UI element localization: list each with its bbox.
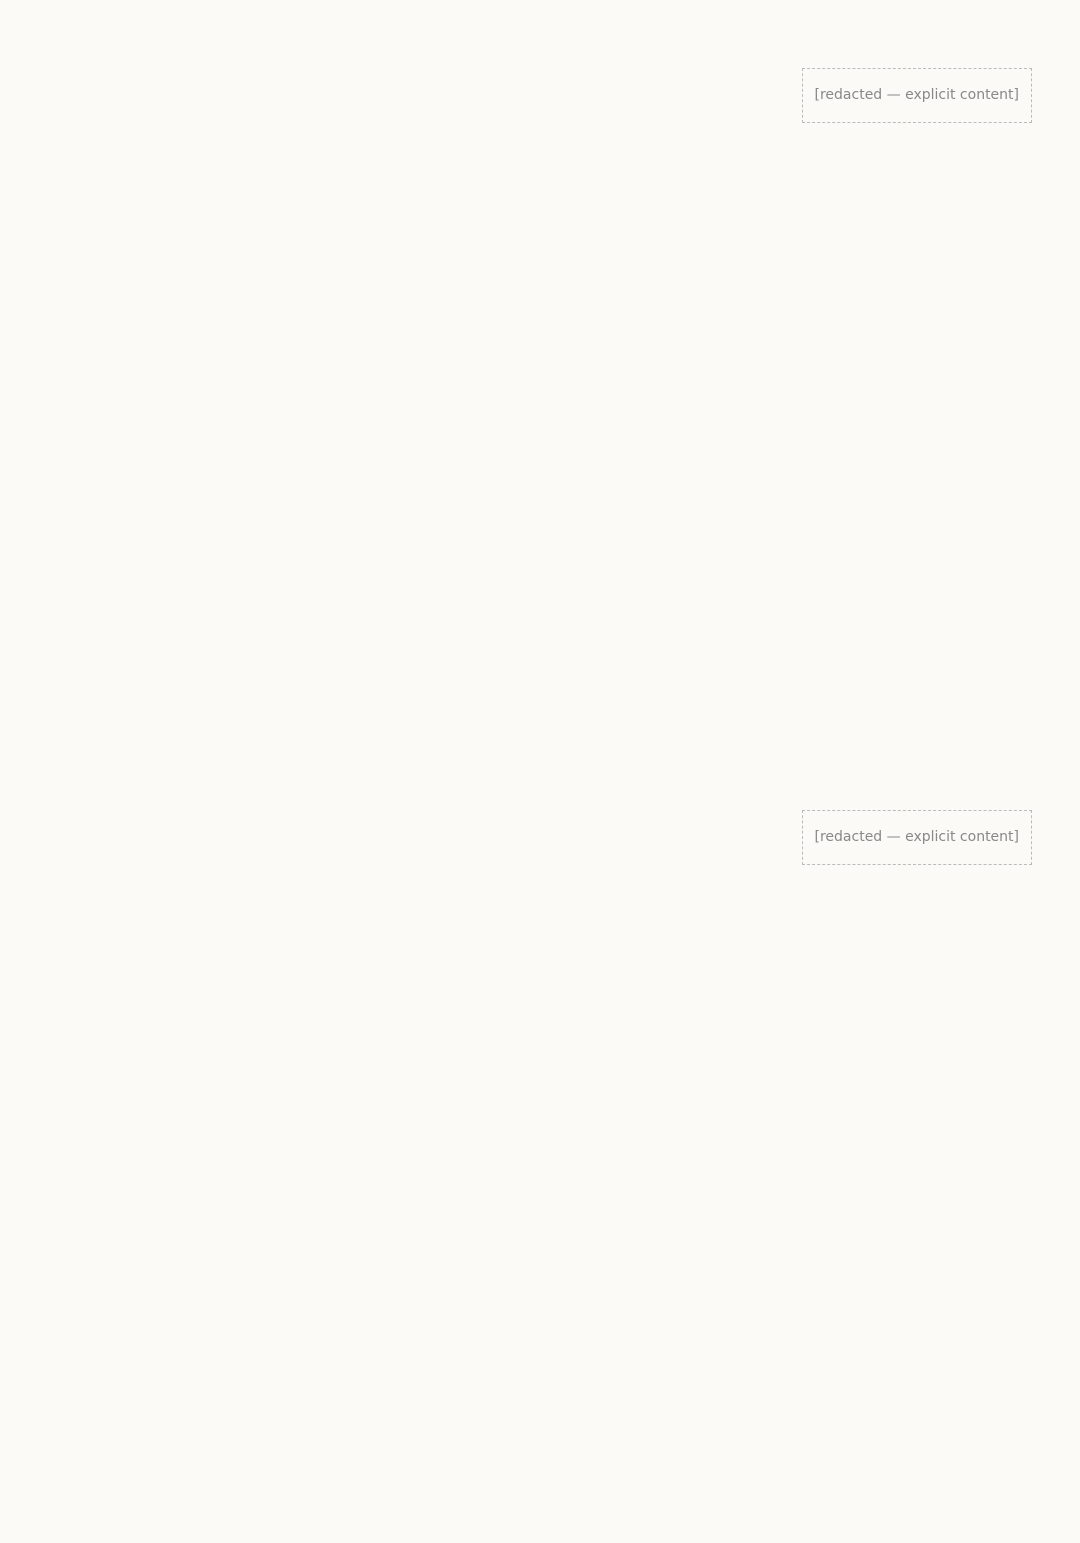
redaction-note: [redacted — explicit content]	[802, 68, 1032, 123]
redaction-note: [redacted — explicit content]	[802, 810, 1032, 865]
lower-text-block	[40, 802, 1040, 1484]
upper-text-block	[40, 60, 1040, 742]
